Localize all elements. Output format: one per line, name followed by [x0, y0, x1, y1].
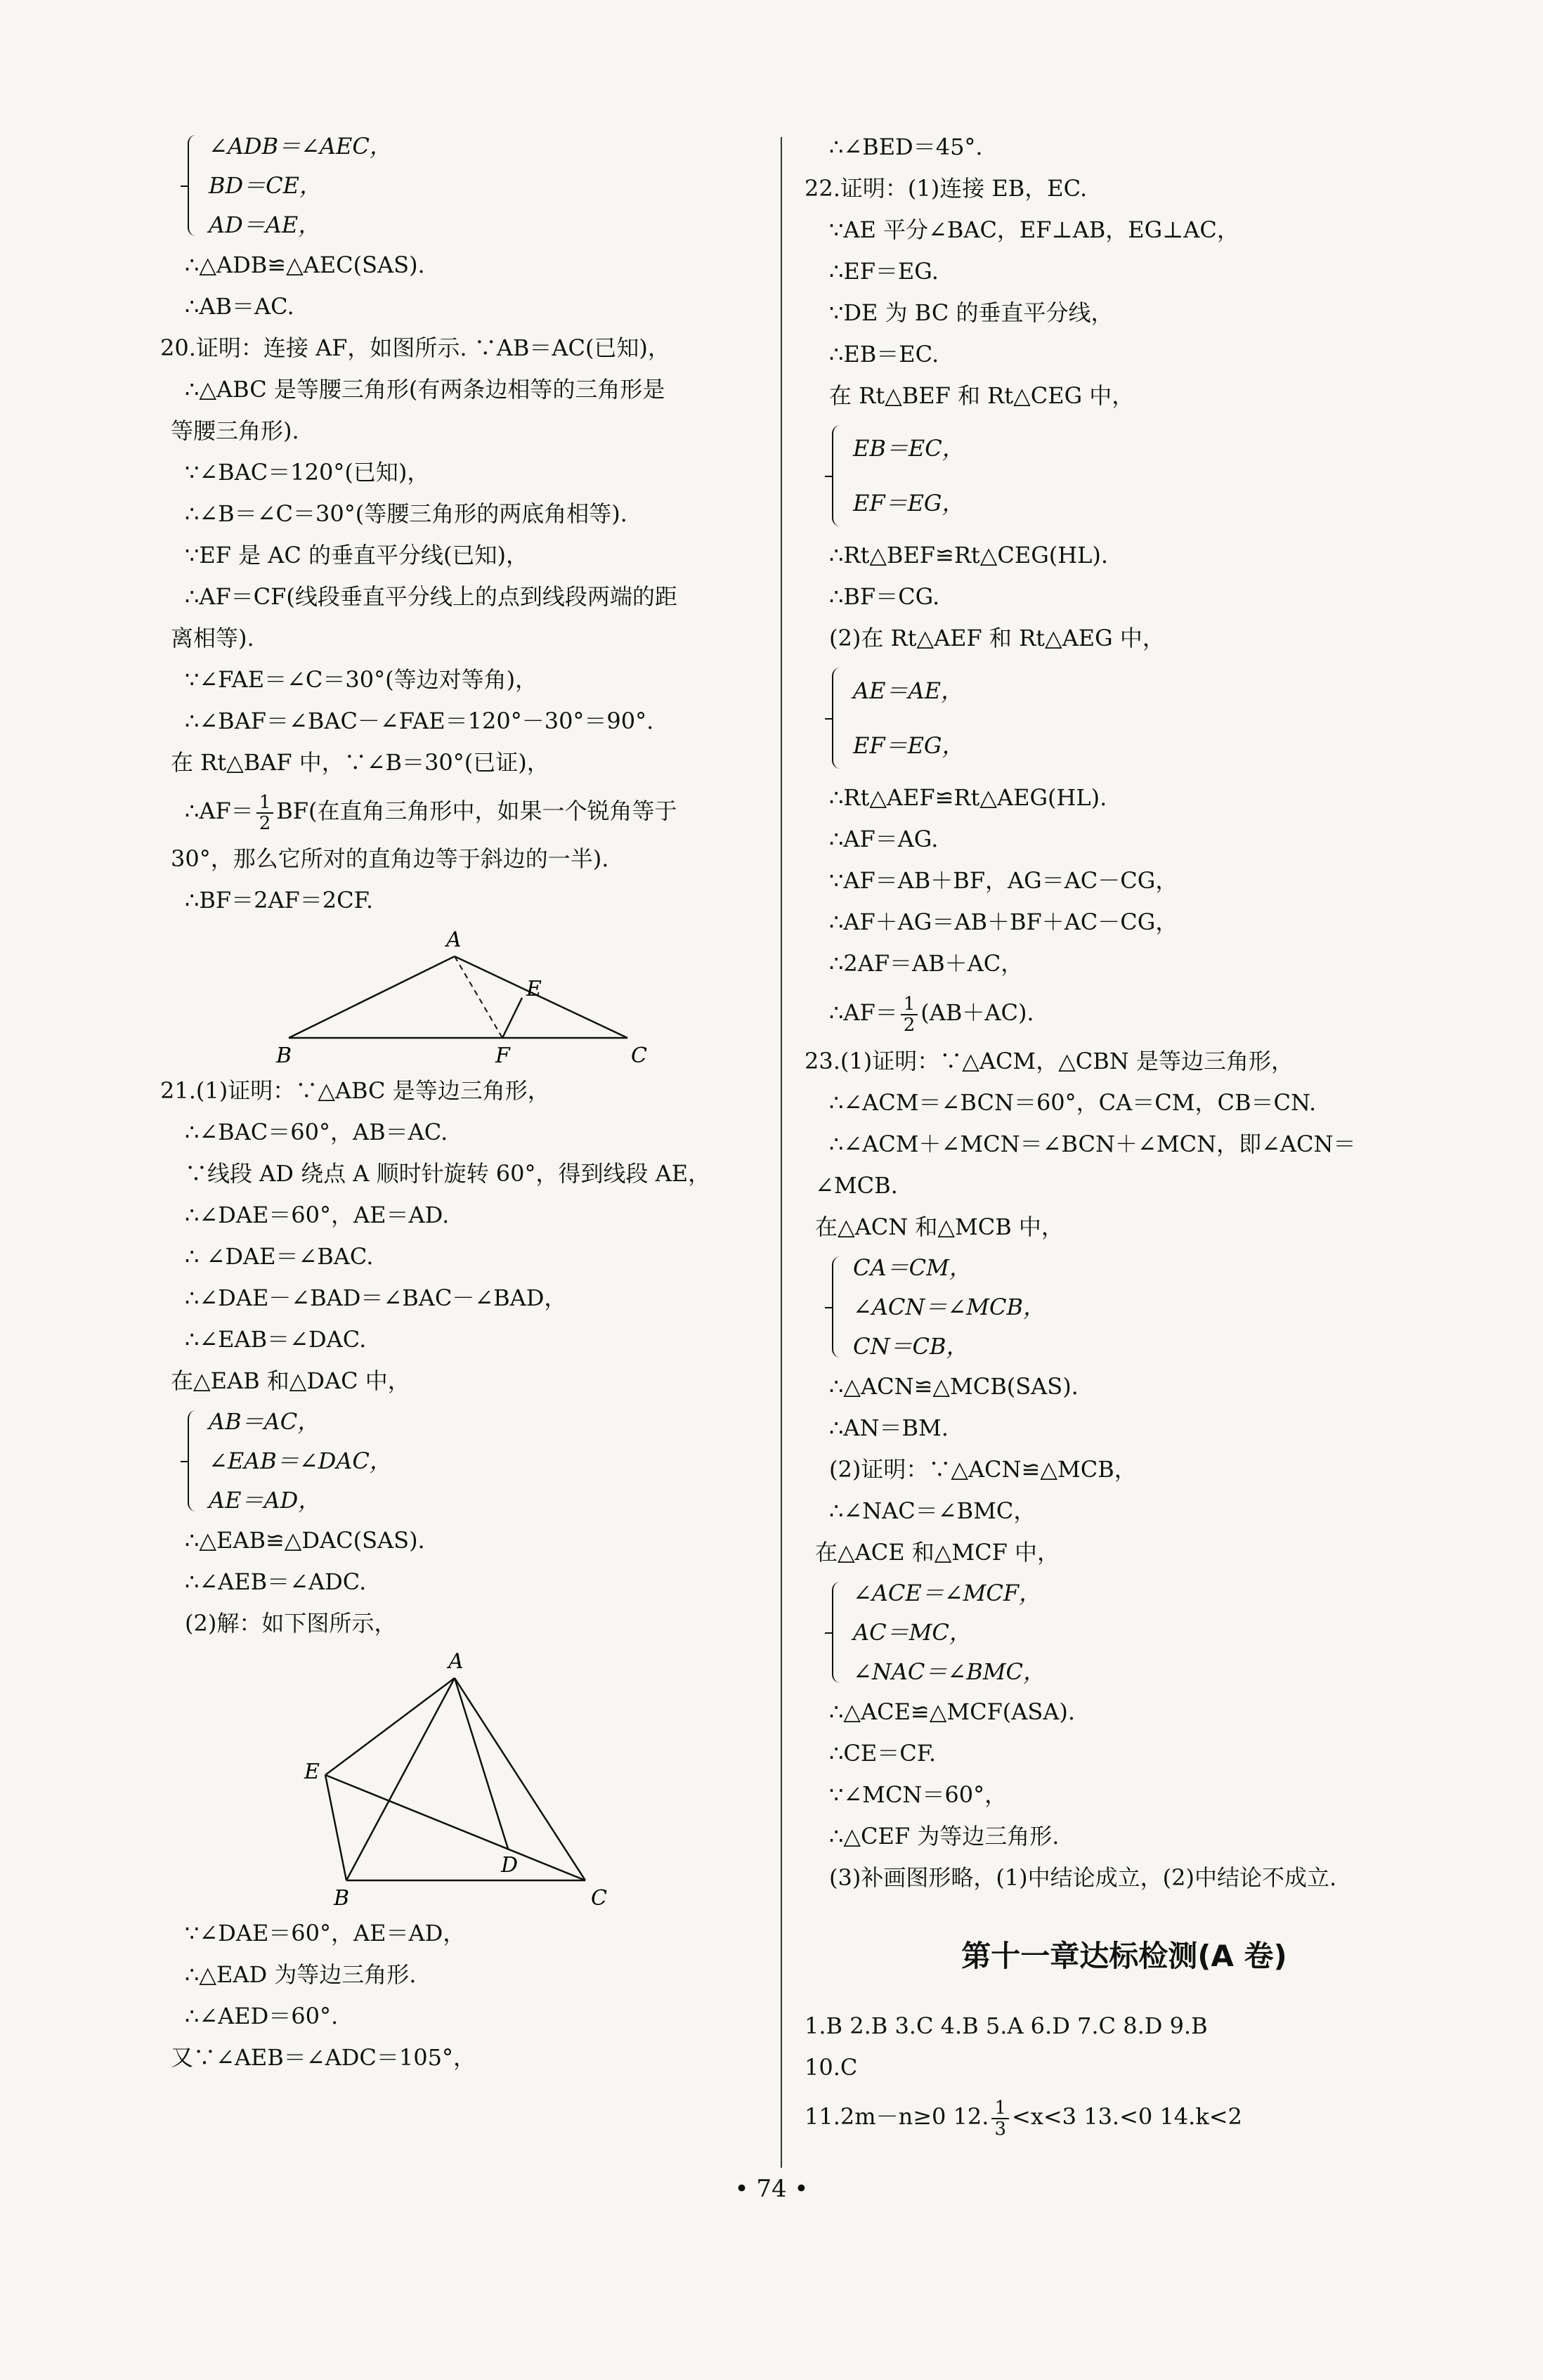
equation-line: EB＝EC， — [853, 435, 965, 462]
label-f: F — [495, 1043, 510, 1066]
equation-line: AD＝AE， — [209, 212, 321, 238]
text-line: ∴△ACN≌△MCB(SAS). — [829, 1373, 1079, 1400]
text-line: 在△ACE 和△MCF 中， — [815, 1539, 1060, 1566]
equation-line: ∠ACN＝∠MCB， — [853, 1294, 1046, 1320]
text-line: ∴BF＝2AF＝2CF. — [185, 887, 373, 913]
text-fragment: 11.2m－n≥0 12. — [805, 2103, 989, 2130]
text-line: ∴∠DAE－∠BAD＝∠BAC－∠BAD， — [185, 1285, 567, 1311]
equation-line: ∠EAB＝∠DAC， — [209, 1448, 392, 1474]
equation-line: ∠NAC＝∠BMC， — [853, 1658, 1046, 1685]
fraction-denominator: 2 — [903, 1014, 916, 1036]
text-line: ∴EF＝EG. — [829, 258, 939, 285]
brace-system — [828, 1573, 1433, 1691]
text-fragment: BF(在直角三角形中，如果一个锐角等于 — [276, 798, 677, 824]
equation-line: EF＝EG， — [853, 490, 965, 516]
text-line: ∴∠BAF＝∠BAC－∠FAE＝120°－30°＝90°. — [185, 708, 654, 734]
page-number: • 74 • — [734, 2175, 809, 2203]
segment-ab — [346, 1678, 455, 1880]
problem-20-heading: 20.证明：连接 AF，如图所示. ∵AB＝AC(已知)， — [160, 334, 670, 361]
text-line: (2)证明：∵△ACN≌△MCB， — [829, 1456, 1137, 1483]
label-e: E — [304, 1760, 320, 1784]
label-a: A — [446, 928, 462, 952]
fraction-line — [815, 984, 1433, 1041]
text-line: ∵线段 AD 绕点 A 顺时针旋转 60°，得到线段 AE， — [185, 1160, 711, 1187]
segment-ac — [455, 1678, 585, 1880]
answer-line: 10.C — [805, 2054, 858, 2081]
fraction — [991, 2098, 1009, 2139]
answer-line: 1.B 2.B 3.C 4.B 5.A 6.D 7.C 8.D 9.B — [805, 2012, 1208, 2039]
text-line: ∴ ∠DAE＝∠BAC. — [185, 1243, 374, 1270]
problem-22-heading: 22.证明：(1)连接 EB，EC. — [805, 175, 1088, 202]
equation-line: CN＝CB， — [853, 1333, 969, 1360]
brace-system — [828, 417, 1433, 535]
equation-line: ∠ACE＝∠MCF， — [853, 1580, 1042, 1606]
answer-line-fraction — [805, 2088, 1433, 2145]
text-line: 离相等). — [171, 625, 254, 651]
fraction-numerator: 1 — [901, 994, 918, 1015]
triangle-diagram — [171, 925, 789, 1066]
label-a: A — [448, 1649, 464, 1674]
text-line: 等腰三角形). — [171, 417, 299, 444]
text-line: ∵∠DAE＝60°，AE＝AD， — [185, 1920, 466, 1946]
text-line: ∠MCB. — [815, 1172, 898, 1199]
text-line: ∴∠EAB＝∠DAC. — [185, 1326, 367, 1353]
text-line: ∴∠AED＝60°. — [185, 2003, 339, 2029]
text-line: ∴∠AEB＝∠ADC. — [185, 1568, 367, 1595]
brace-system — [828, 1248, 1433, 1366]
fraction-denominator: 2 — [259, 812, 271, 834]
equation-line: AC＝MC， — [853, 1619, 972, 1646]
segment-eb — [325, 1775, 346, 1880]
text-fragment: <x<3 13.<0 14.k<2 — [1012, 2103, 1242, 2130]
fraction-line — [171, 783, 789, 838]
fraction — [256, 793, 274, 833]
label-c: C — [591, 1886, 607, 1908]
equation-line: AB＝AC， — [209, 1408, 320, 1435]
text-line: 在△EAB 和△DAC 中， — [171, 1367, 410, 1394]
text-line: (3)补画图形略，(1)中结论成立，(2)中结论不成立. — [829, 1864, 1337, 1891]
label-d: D — [501, 1853, 519, 1878]
segment-ae — [325, 1678, 455, 1775]
text-line: ∴Rt△AEF≌Rt△AEG(HL). — [829, 784, 1107, 811]
label-e: E — [526, 977, 542, 1001]
fraction — [901, 994, 918, 1035]
chapter-title: 第十一章达标检测(A 卷) — [961, 1939, 1287, 1973]
text-line: ∵DE 为 BC 的垂直平分线， — [829, 299, 1114, 326]
text-line: ∴AF＝CF(线段垂直平分线上的点到线段两端的距 — [185, 583, 677, 610]
text-line: ∴△EAB≌△DAC(SAS). — [185, 1527, 425, 1554]
equation-line: EF＝EG， — [853, 732, 965, 759]
equation-line: AE＝AE， — [853, 677, 963, 704]
text-line: ∴∠ACM＋∠MCN＝∠BCN＋∠MCN，即∠ACN＝ — [829, 1131, 1356, 1157]
brace-system — [183, 126, 789, 245]
text-line: ∵∠BAC＝120°(已知)， — [185, 459, 430, 486]
text-line: ∴∠ACM＝∠BCN＝60°，CA＝CM，CB＝CN. — [829, 1089, 1317, 1116]
brace-system — [828, 659, 1433, 777]
fraction-numerator: 1 — [256, 793, 274, 814]
text-line: ∴△EAD 为等边三角形. — [185, 1961, 417, 1988]
text-line: ∴CE＝CF. — [829, 1740, 937, 1767]
text-line: ∴AF＝AG. — [829, 826, 939, 852]
text-line: 30°，那么它所对的直角边等于斜边的一半). — [171, 845, 609, 872]
text-line: ∵AF＝AB＋BF，AG＝AC－CG， — [829, 867, 1178, 894]
segment-ec — [325, 1775, 585, 1880]
text-line: ∴△ADB≌△AEC(SAS). — [185, 252, 425, 278]
label-b: B — [276, 1043, 292, 1066]
problem-23-heading: 23.(1)证明：∵△ACM，△CBN 是等边三角形， — [805, 1048, 1294, 1074]
brace-system — [183, 1402, 789, 1520]
text-fragment: ∴AF＝ — [185, 798, 254, 824]
problem-21-heading: 21.(1)证明：∵△ABC 是等边三角形， — [160, 1077, 550, 1104]
text-line: ∴AB＝AC. — [185, 293, 294, 320]
segment-fe — [502, 998, 522, 1038]
text-line: (2)在 Rt△AEF 和 Rt△AEG 中， — [829, 625, 1165, 651]
right-column — [805, 126, 1433, 2145]
text-line: 在△ACN 和△MCB 中， — [815, 1214, 1064, 1240]
text-line: ∴2AF＝AB＋AC， — [829, 950, 1024, 977]
text-line: ∴△ACE≌△MCF(ASA). — [829, 1698, 1076, 1725]
text-line: (2)解：如下图所示， — [185, 1610, 397, 1637]
text-line: ∴EB＝EC. — [829, 341, 939, 368]
text-line: ∴∠BED＝45°. — [829, 134, 983, 160]
equation-line: ∠ADB＝∠AEC， — [209, 133, 392, 160]
text-line: ∴∠B＝∠C＝30°(等腰三角形的两底角相等). — [185, 500, 627, 527]
equation-line: CA＝CM， — [853, 1254, 972, 1281]
text-line: ∴∠NAC＝∠BMC， — [829, 1497, 1036, 1524]
fraction-numerator: 1 — [991, 2098, 1009, 2119]
label-c: C — [631, 1043, 647, 1066]
text-line: ∴BF＝CG. — [829, 583, 940, 610]
segment-ad — [455, 1678, 508, 1849]
triangle-diagram-2 — [171, 1649, 789, 1908]
text-line: ∵AE 平分∠BAC，EF⊥AB，EG⊥AC， — [829, 216, 1239, 243]
text-line: ∴AF＋AG＝AB＋BF＋AC－CG， — [829, 909, 1178, 935]
text-line: ∵∠FAE＝∠C＝30°(等边对等角)， — [185, 666, 538, 693]
figure-triangle-abcde — [171, 1649, 789, 1908]
text-line: 在 Rt△BAF 中，∵∠B＝30°(已证)， — [171, 749, 549, 776]
text-line: 又∵∠AEB＝∠ADC＝105°， — [171, 2044, 476, 2071]
left-column — [160, 126, 789, 2079]
label-b: B — [334, 1886, 350, 1908]
equation-line: BD＝CE， — [209, 172, 323, 199]
text-line: ∴AN＝BM. — [829, 1415, 949, 1441]
text-line: ∴Rt△BEF≌Rt△CEG(HL). — [829, 542, 1109, 568]
equation-line: AE＝AD， — [209, 1487, 321, 1514]
text-line: 在 Rt△BEF 和 Rt△CEG 中， — [829, 382, 1135, 409]
fraction-denominator: 3 — [994, 2118, 1006, 2140]
text-line: ∵EF 是 AC 的垂直平分线(已知)， — [185, 542, 529, 568]
text-line: ∵∠MCN＝60°， — [829, 1781, 1008, 1808]
text-fragment: (AB＋AC). — [920, 999, 1034, 1026]
segment-ab — [289, 956, 455, 1038]
text-line: ∴∠DAE＝60°，AE＝AD. — [185, 1202, 450, 1228]
text-line: ∴△CEF 为等边三角形. — [829, 1823, 1060, 1849]
figure-triangle-abc — [171, 925, 789, 1066]
text-fragment: ∴AF＝ — [829, 999, 898, 1026]
text-line: ∴△ABC 是等腰三角形(有两条边相等的三角形是 — [185, 376, 665, 403]
text-line: ∴∠BAC＝60°，AB＝AC. — [185, 1119, 448, 1145]
